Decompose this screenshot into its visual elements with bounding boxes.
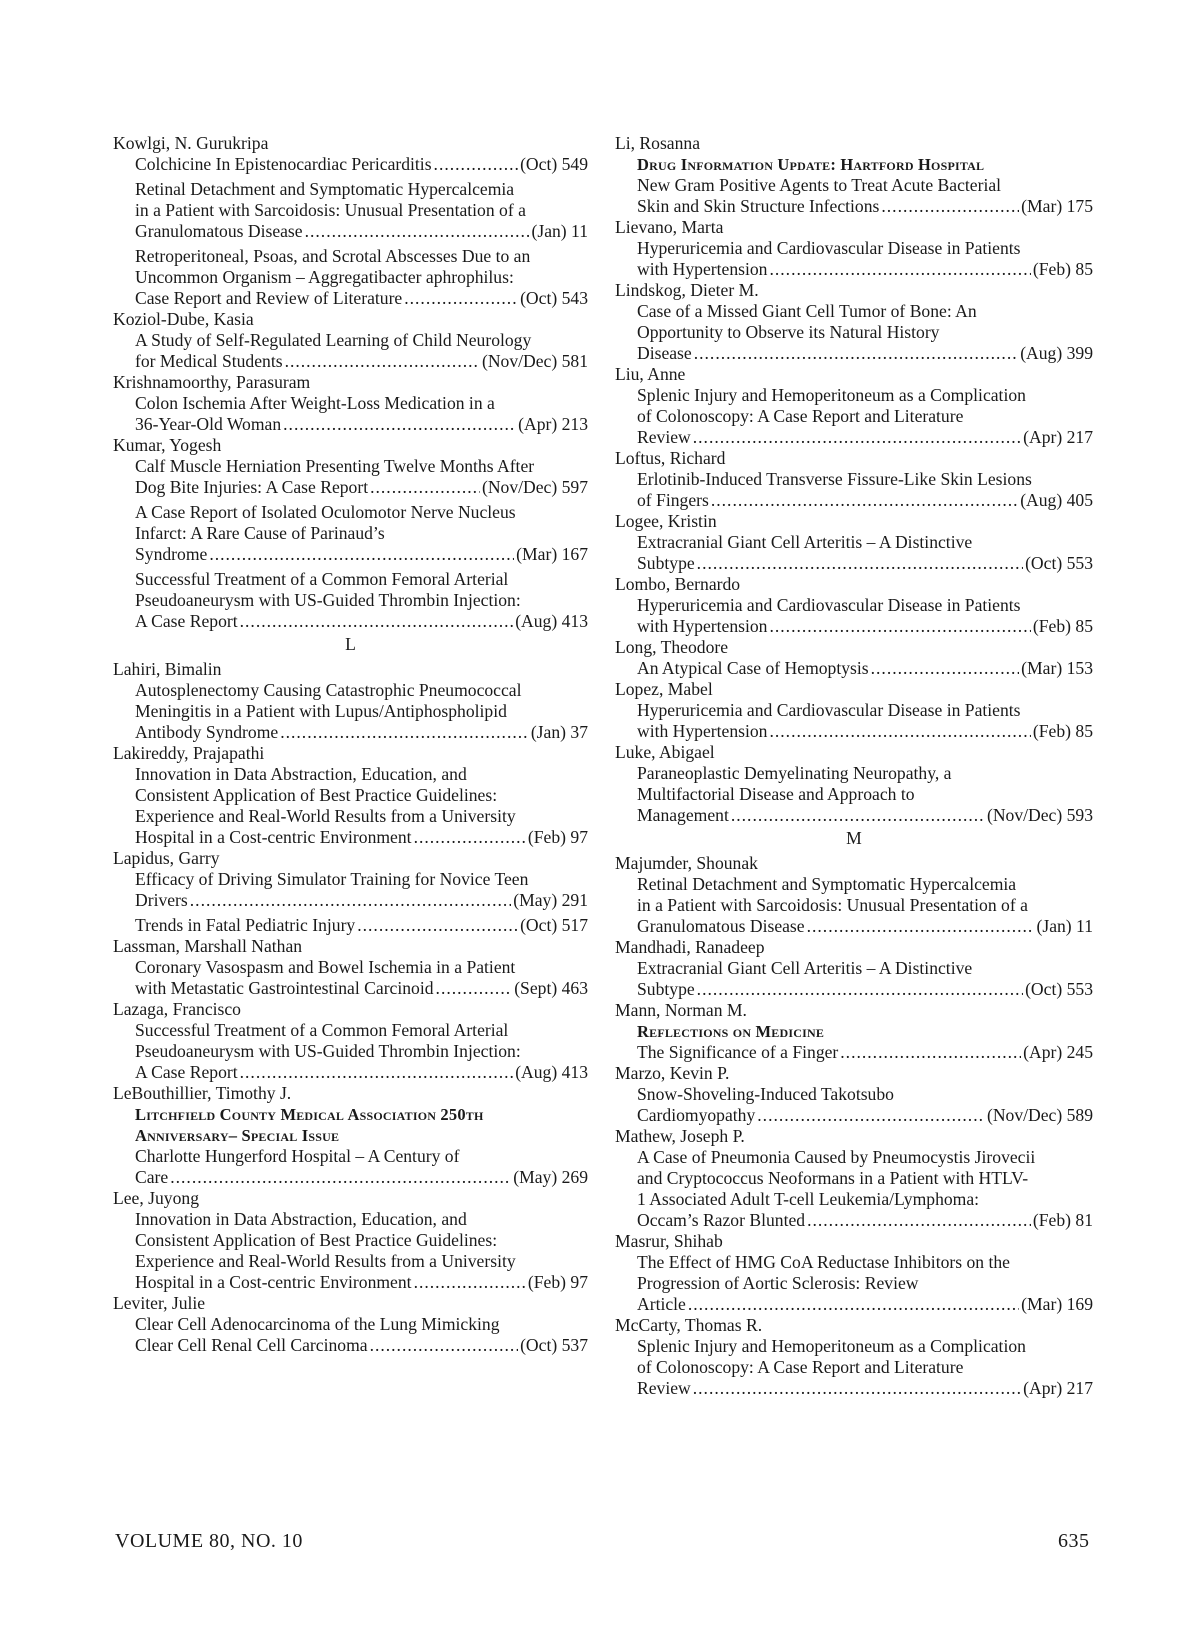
article-title-line: Extracranial Giant Cell Arteritis – A Distinctive — [637, 958, 973, 978]
article-last-line — [135, 414, 588, 435]
article-title-line: Extracranial Giant Cell Arteritis – A Distinctive — [637, 532, 973, 552]
index-entry — [615, 1315, 1093, 1399]
dot-leader — [283, 414, 516, 435]
article-title-line: Hyperuricemia and Cardiovascular Disease in Patients — [637, 700, 1021, 720]
index-entry — [113, 133, 588, 309]
article-entry — [113, 154, 588, 175]
author-name: Lombo, Bernardo — [615, 574, 741, 594]
issue-page-ref: (Jan) 37 — [530, 722, 588, 742]
article-entry — [113, 330, 588, 372]
index-entry — [615, 637, 1093, 679]
article-title-line: in a Patient with Sarcoidosis: Unusual Presentation of a — [637, 895, 1028, 915]
dot-leader — [209, 544, 514, 565]
article-last-line — [135, 288, 588, 309]
dot-leader — [370, 477, 480, 498]
index-entry — [615, 511, 1093, 574]
issue-page-ref: (Sept) 463 — [514, 978, 588, 998]
article-entry — [113, 246, 588, 309]
article-title-end: Occam’s Razor Blunted — [637, 1210, 806, 1230]
article-last-line — [637, 1294, 1093, 1315]
page-number: 635 — [1058, 1530, 1090, 1552]
article-last-line — [637, 979, 1093, 1000]
article-title-end: A Case Report — [135, 1062, 238, 1082]
article-title-line: Splenic Injury and Hemoperitoneum as a Complication — [637, 385, 1026, 405]
article-entry — [113, 502, 588, 565]
issue-page-ref: (Feb) 81 — [1032, 1210, 1093, 1230]
dot-leader — [711, 490, 1018, 511]
issue-page-ref: (Oct) 549 — [520, 154, 588, 174]
index-entry — [113, 435, 588, 632]
article-entry — [615, 1252, 1093, 1315]
article-entry — [615, 1336, 1093, 1399]
author-name: Lazaga, Francisco — [113, 999, 241, 1019]
index-entry — [615, 1000, 1093, 1063]
article-title-line: Charlotte Hungerford Hospital – A Century of — [135, 1146, 460, 1166]
article-last-line — [135, 544, 588, 565]
article-title-line: Consistent Application of Best Practice Guidelines: — [135, 785, 498, 805]
author-name: Lindskog, Dieter M. — [615, 280, 759, 300]
author-name: Lee, Juyong — [113, 1188, 199, 1208]
index-entry — [615, 1063, 1093, 1126]
article-title-end: Granulomatous Disease — [135, 221, 303, 241]
dot-leader — [357, 915, 518, 936]
issue-page-ref: (Oct) 543 — [520, 288, 588, 308]
article-last-line — [637, 196, 1093, 217]
article-entry — [615, 1021, 1093, 1063]
section-heading: Anniversary– Special Issue — [135, 1126, 340, 1145]
article-title-line: A Case Report of Isolated Oculomotor Nerve Nucleus — [135, 502, 516, 522]
author-name: LeBouthillier, Timothy J. — [113, 1083, 292, 1103]
article-title-line: Calf Muscle Herniation Presenting Twelve Months After — [135, 456, 535, 476]
author-name: Liu, Anne — [615, 364, 686, 384]
dot-leader — [404, 288, 518, 309]
dot-leader — [240, 611, 514, 632]
article-title-end: The Significance of a Finger — [637, 1042, 839, 1062]
article-entry — [113, 569, 588, 632]
issue-page-ref: (Mar) 167 — [516, 544, 588, 564]
dot-leader — [240, 1062, 514, 1083]
dot-leader — [434, 154, 519, 175]
article-entry — [113, 764, 588, 848]
article-entry — [113, 915, 588, 936]
article-title-line: Experience and Real-World Results from a University — [135, 806, 516, 826]
dot-leader — [414, 827, 526, 848]
dot-leader — [871, 658, 1020, 679]
issue-page-ref: (Oct) 537 — [520, 1335, 588, 1355]
article-title-line: Efficacy of Driving Simulator Training for Novice Teen — [135, 869, 529, 889]
index-entry — [113, 1188, 588, 1293]
index-entry — [615, 364, 1093, 448]
article-last-line — [637, 805, 1093, 826]
article-entry — [615, 532, 1093, 574]
article-title-line: Uncommon Organism – Aggregatibacter aphrophilus: — [135, 267, 514, 287]
article-last-line — [135, 1062, 588, 1083]
article-title-line: Retinal Detachment and Symptomatic Hypercalcemia — [135, 179, 515, 199]
dot-leader — [370, 1335, 519, 1356]
article-last-line — [637, 553, 1093, 574]
article-title-end: A Case Report — [135, 611, 238, 631]
article-last-line — [637, 916, 1093, 937]
article-title-end: with Hypertension — [637, 616, 768, 636]
index-entry — [113, 309, 588, 372]
article-entry — [113, 869, 588, 911]
article-entry — [615, 700, 1093, 742]
article-title-end: An Atypical Case of Hemoptysis — [637, 658, 869, 678]
article-entry — [113, 1020, 588, 1083]
author-name: Marzo, Kevin P. — [615, 1063, 730, 1083]
issue-page-ref: (Aug) 405 — [1020, 490, 1093, 510]
article-title-end: Skin and Skin Structure Infections — [637, 196, 880, 216]
issue-page-ref: (May) 291 — [513, 890, 588, 910]
article-entry — [615, 238, 1093, 280]
author-name: Lahiri, Bimalin — [113, 659, 222, 679]
author-name: Mandhadi, Ranadeep — [615, 937, 765, 957]
issue-page-ref: (Apr) 245 — [1023, 1042, 1093, 1062]
article-title-end: Trends in Fatal Pediatric Injury — [135, 915, 356, 935]
article-title-line: Clear Cell Adenocarcinoma of the Lung Mimicking — [135, 1314, 500, 1334]
index-entry — [615, 937, 1093, 1000]
index-entry — [113, 659, 588, 743]
issue-page-ref: (Jan) 11 — [531, 221, 588, 241]
issue-page-ref: (Aug) 413 — [515, 611, 588, 631]
article-title-line: Paraneoplastic Demyelinating Neuropathy, a — [637, 763, 952, 783]
dot-leader — [807, 1210, 1031, 1231]
right-column — [615, 133, 1093, 1399]
author-name: Lassman, Marshall Nathan — [113, 936, 303, 956]
dot-leader — [769, 616, 1030, 637]
article-title-line: Snow-Shoveling-Induced Takotsubo — [637, 1084, 894, 1104]
article-entry — [113, 1104, 588, 1188]
index-entry — [615, 280, 1093, 364]
author-name: Kowlgi, N. Gurukripa — [113, 133, 269, 153]
article-title-end: Review — [637, 1378, 691, 1398]
article-title-line: Hyperuricemia and Cardiovascular Disease in Patients — [637, 595, 1021, 615]
issue-page-ref: (Aug) 413 — [515, 1062, 588, 1082]
article-entry — [113, 179, 588, 242]
section-heading: Reflections on Medicine — [637, 1022, 825, 1041]
article-entry — [615, 874, 1093, 937]
author-name: Luke, Abigael — [615, 742, 715, 762]
article-title-line: The Effect of HMG CoA Reductase Inhibitors on the — [637, 1252, 1010, 1272]
dot-leader — [769, 721, 1030, 742]
article-last-line — [637, 1210, 1093, 1231]
article-entry — [615, 595, 1093, 637]
article-title-end: Dog Bite Injuries: A Case Report — [135, 477, 369, 497]
index-entry — [615, 853, 1093, 937]
dot-leader — [190, 890, 511, 911]
issue-page-ref: (Nov/Dec) 581 — [481, 351, 588, 371]
author-name: Koziol-Dube, Kasia — [113, 309, 254, 329]
article-last-line — [135, 915, 588, 936]
article-entry — [113, 680, 588, 743]
article-last-line — [637, 721, 1093, 742]
dot-leader — [694, 343, 1018, 364]
article-last-line — [135, 221, 588, 242]
article-entry — [615, 301, 1093, 364]
article-entry — [615, 154, 1093, 217]
index-entry — [615, 1231, 1093, 1315]
article-title-end: Cardiomyopathy — [637, 1105, 756, 1125]
dot-leader — [305, 221, 530, 242]
article-entry — [615, 1147, 1093, 1231]
article-title-line: Splenic Injury and Hemoperitoneum as a Complication — [637, 1336, 1026, 1356]
article-title-end: Syndrome — [135, 544, 208, 564]
article-title-line: Successful Treatment of a Common Femoral Arterial — [135, 1020, 509, 1040]
index-entry — [615, 679, 1093, 742]
article-title-line: A Study of Self-Regulated Learning of Child Neurology — [135, 330, 532, 350]
article-title-end: with Hypertension — [637, 259, 768, 279]
article-last-line — [135, 978, 588, 999]
article-title-line: Coronary Vasospasm and Bowel Ischemia in a Patient — [135, 957, 516, 977]
article-title-line: Innovation in Data Abstraction, Education, and — [135, 1209, 467, 1229]
article-last-line — [135, 1167, 588, 1188]
issue-page-ref: (Oct) 517 — [520, 915, 588, 935]
dot-leader — [414, 1272, 526, 1293]
article-last-line — [135, 1272, 588, 1293]
index-entry — [615, 1126, 1093, 1231]
author-name: Majumder, Shounak — [615, 853, 758, 873]
section-heading: Drug Information Update: Hartford Hospital — [637, 155, 985, 174]
index-entry — [615, 742, 1093, 826]
article-title-line: Meningitis in a Patient with Lupus/Antiphospholipid — [135, 701, 507, 721]
index-entry — [615, 448, 1093, 511]
author-name: Kumar, Yogesh — [113, 435, 222, 455]
article-title-end: Case Report and Review of Literature — [135, 288, 403, 308]
article-title-end: Hospital in a Cost-centric Environment — [135, 827, 412, 847]
index-entry — [113, 743, 588, 848]
issue-page-ref: (Apr) 213 — [518, 414, 588, 434]
article-title-line: Pseudoaneurysm with US-Guided Thrombin Injection: — [135, 590, 521, 610]
index-entry — [113, 936, 588, 999]
article-entry — [615, 469, 1093, 511]
article-title-line: of Colonoscopy: A Case Report and Literature — [637, 1357, 964, 1377]
article-last-line — [637, 490, 1093, 511]
dot-leader — [881, 196, 1019, 217]
author-name: Mann, Norman M. — [615, 1000, 747, 1020]
article-title-line: Progression of Aortic Sclerosis: Review — [637, 1273, 919, 1293]
article-title-end: Antibody Syndrome — [135, 722, 279, 742]
article-last-line — [135, 890, 588, 911]
article-title-end: for Medical Students — [135, 351, 283, 371]
issue-page-ref: (Jan) 11 — [1036, 916, 1093, 936]
volume-footer: VOLUME 80, NO. 10 — [115, 1530, 303, 1552]
index-entry — [615, 133, 1093, 217]
issue-page-ref: (Mar) 169 — [1021, 1294, 1093, 1314]
index-entry — [615, 574, 1093, 637]
article-title-end: Review — [637, 427, 691, 447]
dot-leader — [280, 722, 529, 743]
author-name: Logee, Kristin — [615, 511, 717, 531]
article-last-line — [637, 1378, 1093, 1399]
author-name: Long, Theodore — [615, 637, 729, 657]
issue-page-ref: (Feb) 97 — [527, 827, 588, 847]
index-entry — [113, 1083, 588, 1188]
dot-leader — [436, 978, 513, 999]
article-title-end: Granulomatous Disease — [637, 916, 805, 936]
issue-page-ref: (Mar) 175 — [1021, 196, 1093, 216]
dot-leader — [807, 916, 1035, 937]
article-title-line: Retinal Detachment and Symptomatic Hypercalcemia — [637, 874, 1017, 894]
article-entry — [615, 1084, 1093, 1126]
author-name: Masrur, Shihab — [615, 1231, 723, 1251]
article-last-line — [135, 611, 588, 632]
article-last-line — [637, 1105, 1093, 1126]
article-title-line: Hyperuricemia and Cardiovascular Disease in Patients — [637, 238, 1021, 258]
article-entry — [113, 456, 588, 498]
article-title-end: Article — [637, 1294, 686, 1314]
article-title-line: 1 Associated Adult T-cell Leukemia/Lymphoma: — [637, 1189, 980, 1209]
article-title-end: Disease — [637, 343, 692, 363]
issue-page-ref: (Nov/Dec) 593 — [986, 805, 1093, 825]
dot-leader — [731, 805, 985, 826]
article-title-line: Opportunity to Observe its Natural History — [637, 322, 940, 342]
issue-page-ref: (Apr) 217 — [1023, 1378, 1093, 1398]
article-title-end: with Hypertension — [637, 721, 768, 741]
issue-page-ref: (Nov/Dec) 589 — [986, 1105, 1093, 1125]
author-name: Li, Rosanna — [615, 133, 701, 153]
article-entry — [113, 957, 588, 999]
article-title-end: Management — [637, 805, 729, 825]
article-title-line: in a Patient with Sarcoidosis: Unusual Presentation of a — [135, 200, 526, 220]
article-title-line: Autosplenectomy Causing Catastrophic Pneumococcal — [135, 680, 522, 700]
author-name: Mathew, Joseph P. — [615, 1126, 745, 1146]
author-name: Leviter, Julie — [113, 1293, 206, 1313]
author-name: Krishnamoorthy, Parasuram — [113, 372, 311, 392]
index-entry — [615, 217, 1093, 280]
author-name: McCarty, Thomas R. — [615, 1315, 763, 1335]
article-title-line: Erlotinib-Induced Transverse Fissure-Like Skin Lesions — [637, 469, 1032, 489]
author-name: Lapidus, Garry — [113, 848, 220, 868]
dot-leader — [688, 1294, 1019, 1315]
article-title-end: Drivers — [135, 890, 188, 910]
issue-page-ref: (Oct) 553 — [1025, 979, 1093, 999]
article-entry — [113, 1209, 588, 1293]
article-title-line: and Cryptococcus Neoformans in a Patient with HTLV- — [637, 1168, 1029, 1188]
dot-leader — [693, 1378, 1021, 1399]
index-entry — [113, 999, 588, 1083]
dot-leader — [769, 259, 1030, 280]
issue-page-ref: (Feb) 85 — [1032, 616, 1093, 636]
dot-leader — [693, 427, 1021, 448]
article-entry — [615, 958, 1093, 1000]
article-title-end: of Fingers — [637, 490, 709, 510]
dot-leader — [840, 1042, 1021, 1063]
article-title-line: Retroperitoneal, Psoas, and Scrotal Abscesses Due to an — [135, 246, 531, 266]
index-entry — [113, 848, 588, 936]
issue-page-ref: (Feb) 97 — [527, 1272, 588, 1292]
article-title-line: Colon Ischemia After Weight-Loss Medication in a — [135, 393, 495, 413]
article-last-line — [135, 722, 588, 743]
left-column — [113, 133, 588, 1356]
index-entry — [113, 372, 588, 435]
article-title-line: of Colonoscopy: A Case Report and Literature — [637, 406, 964, 426]
article-title-line: Consistent Application of Best Practice Guidelines: — [135, 1230, 498, 1250]
issue-page-ref: (Mar) 153 — [1021, 658, 1093, 678]
article-title-end: Care — [135, 1167, 169, 1187]
issue-page-ref: (Nov/Dec) 597 — [481, 477, 588, 497]
article-last-line — [135, 477, 588, 498]
article-title-line: Case of a Missed Giant Cell Tumor of Bone: An — [637, 301, 977, 321]
article-title-line: Multifactorial Disease and Approach to — [637, 784, 915, 804]
article-title-line: Pseudoaneurysm with US-Guided Thrombin Injection: — [135, 1041, 521, 1061]
article-last-line — [637, 658, 1093, 679]
article-last-line — [637, 427, 1093, 448]
issue-page-ref: (Feb) 85 — [1032, 721, 1093, 741]
article-last-line — [135, 827, 588, 848]
article-entry — [615, 658, 1093, 679]
article-title-end: Hospital in a Cost-centric Environment — [135, 1272, 412, 1292]
article-title-end: with Metastatic Gastrointestinal Carcinoid — [135, 978, 434, 998]
article-title-line: Infarct: A Rare Cause of Parinaud’s — [135, 523, 385, 543]
article-title-end: Clear Cell Renal Cell Carcinoma — [135, 1335, 368, 1355]
issue-page-ref: (Aug) 399 — [1020, 343, 1093, 363]
author-name: Loftus, Richard — [615, 448, 726, 468]
article-entry — [113, 393, 588, 435]
section-letter: L — [345, 634, 356, 654]
article-title-end: Subtype — [637, 553, 695, 573]
issue-page-ref: (Oct) 553 — [1025, 553, 1093, 573]
article-last-line — [135, 1335, 588, 1356]
article-last-line — [637, 343, 1093, 364]
article-last-line — [135, 351, 588, 372]
article-title-line: Experience and Real-World Results from a University — [135, 1251, 516, 1271]
author-name: Lopez, Mabel — [615, 679, 713, 699]
article-entry — [113, 1314, 588, 1356]
section-heading: Litchfield County Medical Association 250th — [135, 1105, 484, 1124]
dot-leader — [697, 979, 1023, 1000]
article-entry — [615, 385, 1093, 448]
dot-leader — [285, 351, 480, 372]
article-last-line — [637, 259, 1093, 280]
dot-leader — [697, 553, 1023, 574]
index-entry — [113, 1293, 588, 1356]
dot-leader — [757, 1105, 985, 1126]
issue-page-ref: (Feb) 85 — [1032, 259, 1093, 279]
author-name: Lakireddy, Prajapathi — [113, 743, 265, 763]
article-title-line: Innovation in Data Abstraction, Education, and — [135, 764, 467, 784]
article-title-line: Successful Treatment of a Common Femoral Arterial — [135, 569, 509, 589]
article-title-line: New Gram Positive Agents to Treat Acute Bacterial — [637, 175, 1002, 195]
author-name: Lievano, Marta — [615, 217, 724, 237]
article-title-end: Colchicine In Epistenocardiac Pericarditis — [135, 154, 432, 174]
article-title-end: Subtype — [637, 979, 695, 999]
article-last-line — [135, 154, 588, 175]
article-last-line — [637, 1042, 1093, 1063]
dot-leader — [170, 1167, 511, 1188]
article-entry — [615, 763, 1093, 826]
section-letter: M — [846, 828, 862, 848]
issue-page-ref: (Apr) 217 — [1023, 427, 1093, 447]
article-last-line — [637, 616, 1093, 637]
article-title-end: 36-Year-Old Woman — [135, 414, 282, 434]
article-title-line: A Case of Pneumonia Caused by Pneumocystis Jirovecii — [637, 1147, 1036, 1167]
issue-page-ref: (May) 269 — [513, 1167, 588, 1187]
